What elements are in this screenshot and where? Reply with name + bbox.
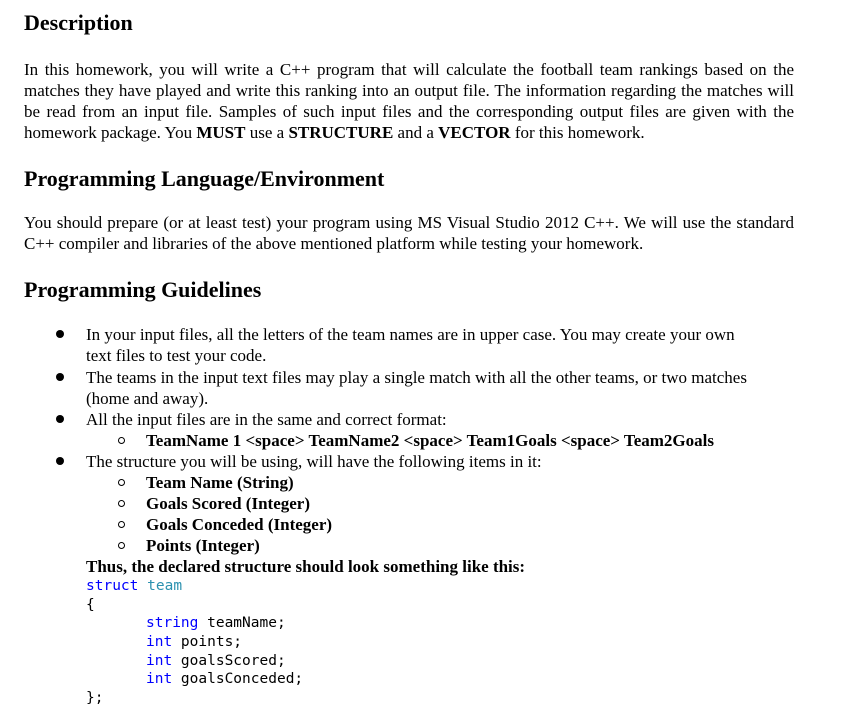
bullet-1-line-1: In your input files, all the letters of the team names are in upper case. You may create your own — [86, 325, 735, 344]
bullet-4-text: The structure you will be using, will have the following items in it: — [86, 452, 542, 471]
description-text-3: and a — [393, 123, 439, 142]
code-keyword-int: int — [146, 671, 173, 687]
description-text-2: use a — [245, 123, 289, 142]
code-type-team: team — [147, 578, 183, 594]
environment-paragraph: You should prepare (or at least test) your program using MS Visual Studio 2012 C++. We will use the standard C++ compiler and libraries of the above mentioned platform while testing your homework. — [24, 213, 794, 253]
environment-heading: Programming Language/Environment — [24, 166, 385, 191]
sub-bullet-format-marker — [118, 437, 125, 444]
code-keyword-int: int — [146, 653, 173, 669]
description-text-4: for this homework. — [510, 123, 645, 142]
bullet-2-marker — [56, 373, 64, 381]
description-structure: STRUCTURE — [288, 123, 394, 142]
code-keyword-string: string — [146, 615, 199, 631]
description-text-1: In this homework, you will write a C++ program that will calculate the football team rankings based on the matches they have played and write this ranking into an output file. The information regarding the matches will be read from an input file. Samples of such input files and the corresponding output files are given with the homework package. You — [24, 60, 794, 142]
code-line-goalsscored — [146, 652, 286, 671]
struct-item-goals-conceded: Goals Conceded (Integer) — [146, 515, 333, 534]
description-vector: VECTOR — [438, 123, 511, 142]
code-keyword-struct: struct — [86, 578, 139, 594]
description-heading: Description — [24, 10, 133, 35]
bullet-1-marker — [56, 330, 64, 338]
sub-bullet-2-marker — [118, 500, 125, 507]
code-field-goalsconceded: goalsConceded; — [172, 671, 304, 687]
code-line-points — [146, 633, 242, 652]
code-field-goalsscored: goalsScored; — [172, 653, 286, 669]
sub-bullet-3-marker — [118, 521, 125, 528]
code-line-goalsconceded — [146, 670, 303, 689]
sub-bullet-4-marker — [118, 542, 125, 549]
guidelines-heading: Programming Guidelines — [24, 277, 262, 302]
sub-bullet-1-marker — [118, 479, 125, 486]
code-field-teamname: teamName; — [198, 615, 286, 631]
bullet-4-marker — [56, 457, 64, 465]
code-close-brace: }; — [86, 690, 104, 706]
bullet-1-line-2: text files to test your code. — [86, 346, 267, 365]
struct-item-team-name: Team Name (String) — [146, 473, 294, 492]
struct-item-points: Points (Integer) — [146, 536, 260, 555]
description-must: MUST — [196, 123, 246, 142]
bullet-2-line-1: The teams in the input text files may play a single match with all the other teams, or two matches — [86, 368, 747, 387]
description-paragraph — [24, 59, 794, 143]
code-open-brace: { — [86, 597, 95, 613]
code-line-teamname — [146, 614, 286, 633]
code-keyword-int: int — [146, 634, 173, 650]
bullet-3-marker — [56, 415, 64, 423]
code-line-struct — [86, 577, 182, 596]
thus-line: Thus, the declared structure should look something like this: — [86, 557, 526, 576]
struct-item-goals-scored: Goals Scored (Integer) — [146, 494, 310, 513]
format-item: TeamName 1 <space> TeamName2 <space> Team1Goals <space> Team2Goals — [146, 431, 714, 450]
bullet-2-line-2: (home and away). — [86, 389, 209, 408]
code-field-points: points; — [172, 634, 243, 650]
bullet-3-text: All the input files are in the same and correct format: — [86, 410, 447, 429]
